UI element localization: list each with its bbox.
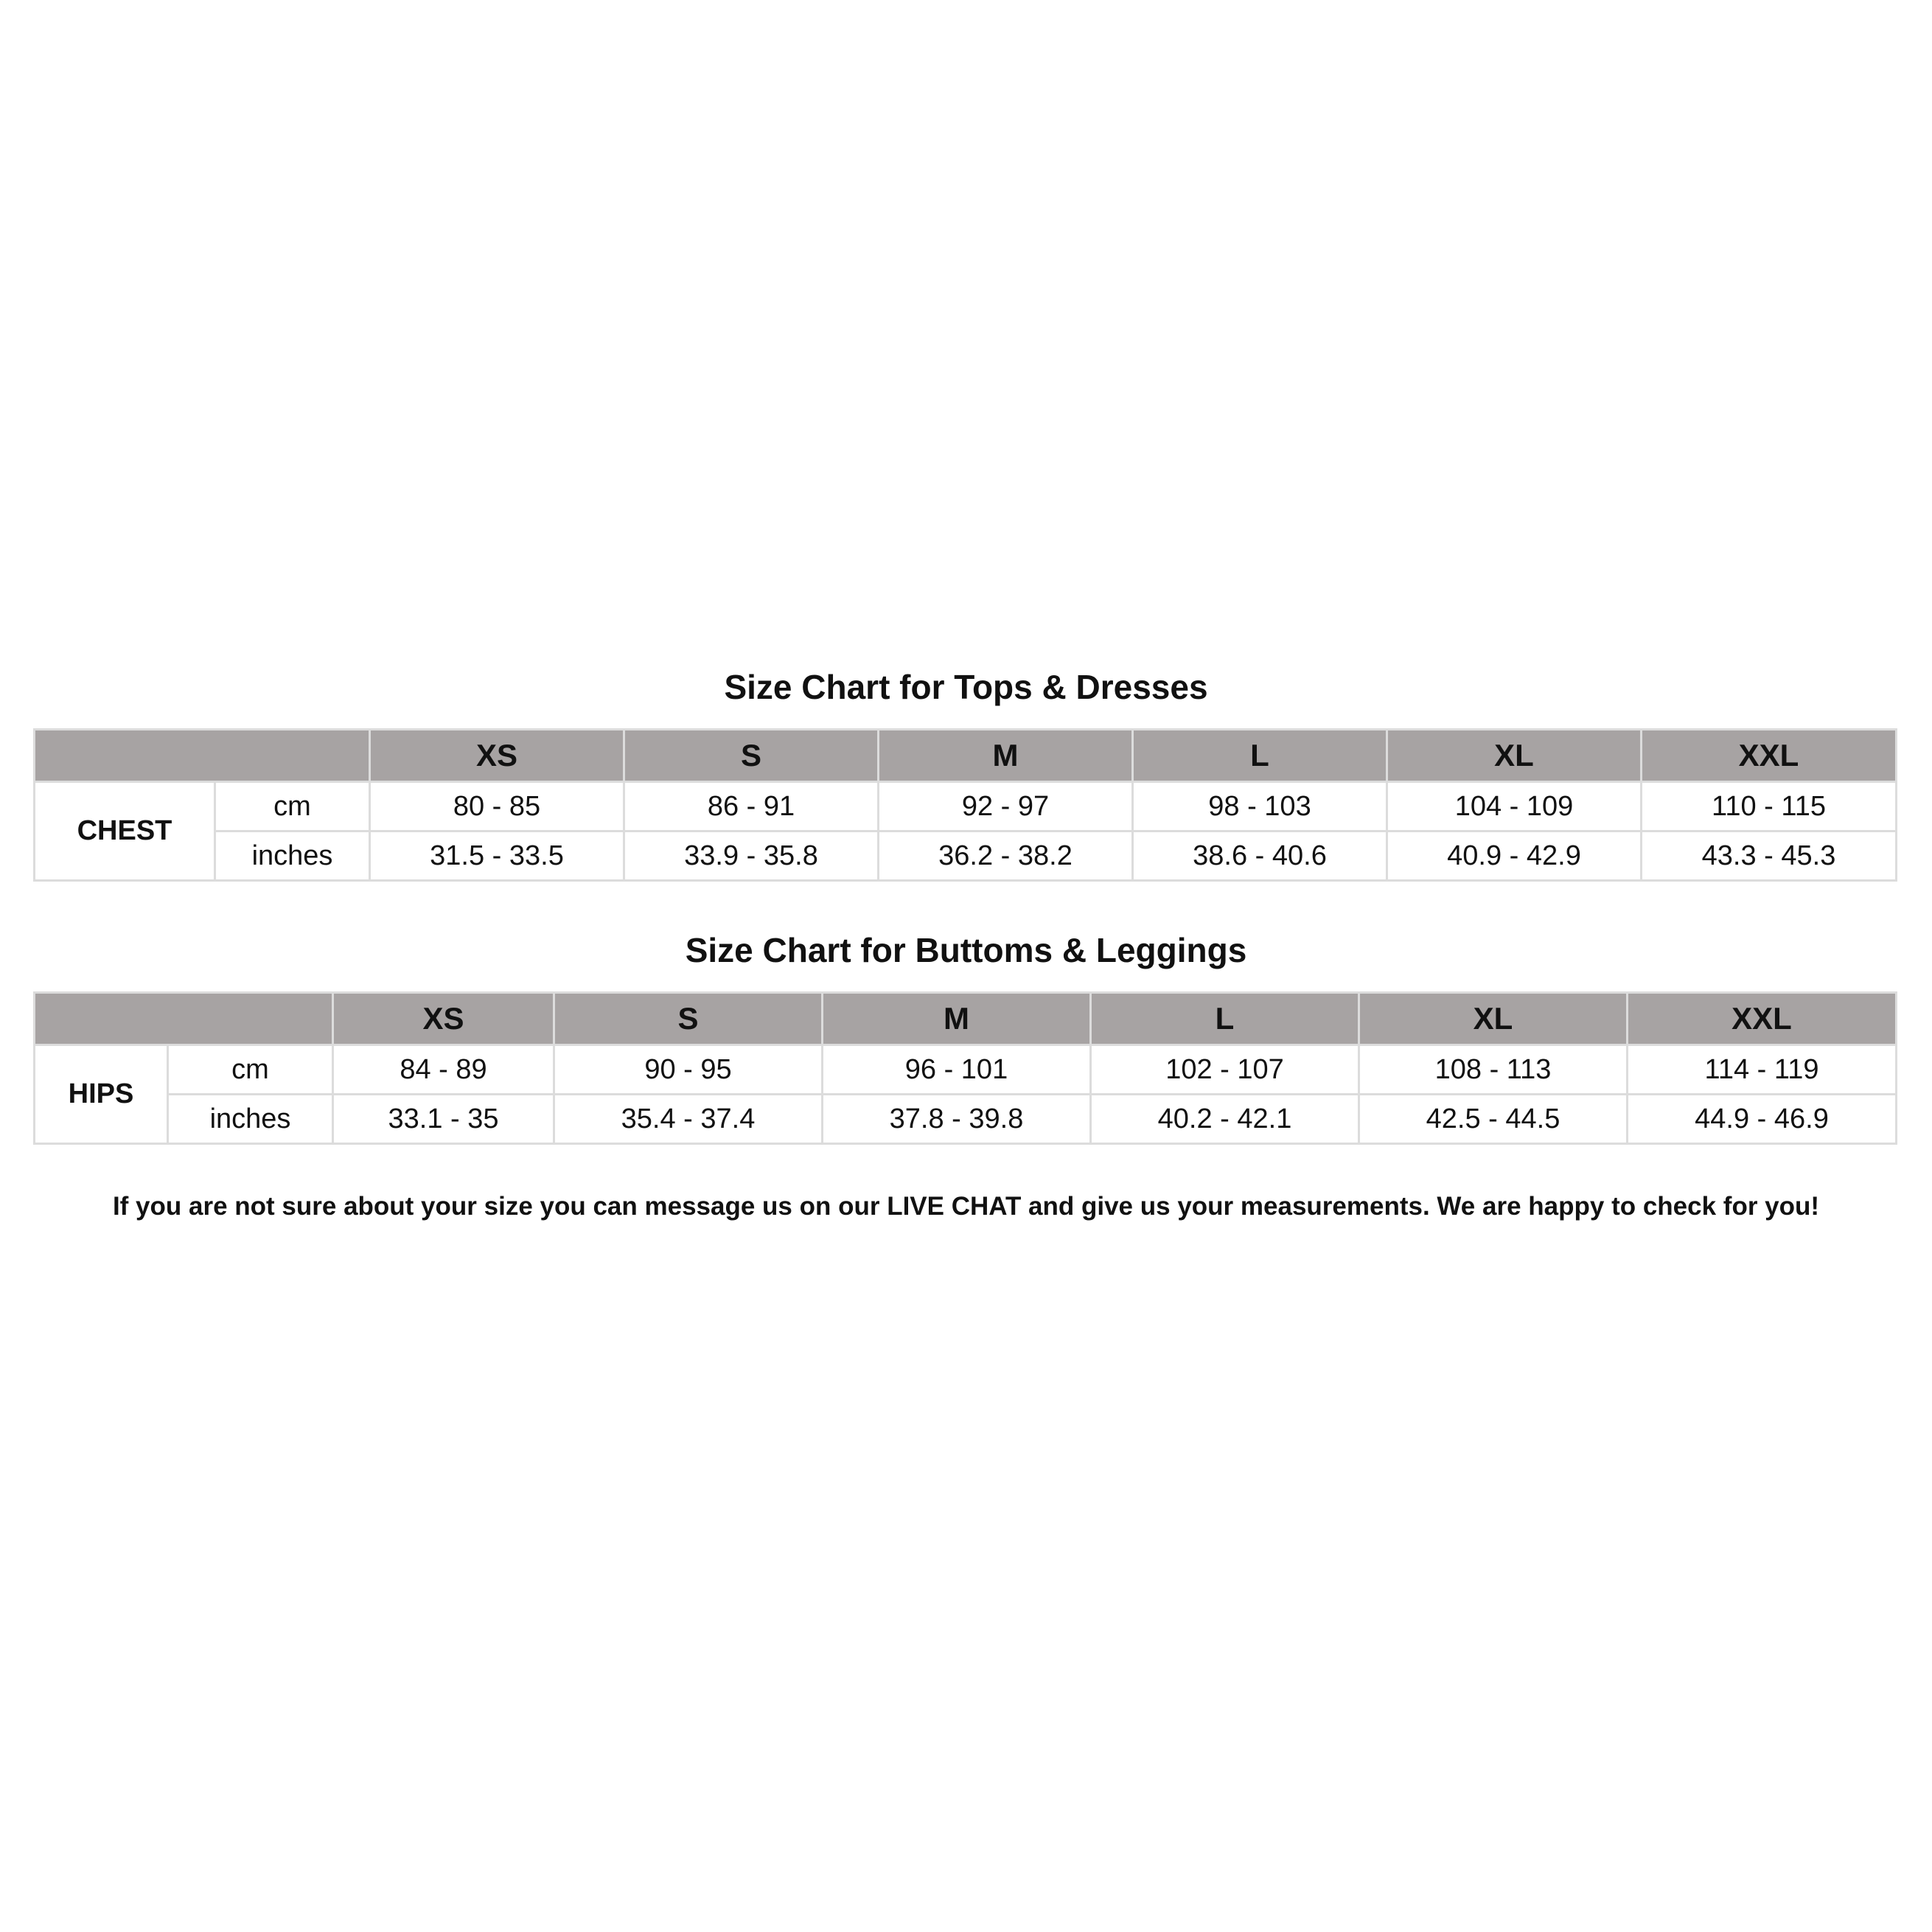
measure-label: HIPS	[35, 1045, 168, 1144]
value-cell: 35.4 - 37.4	[554, 1095, 823, 1144]
value-cell: 36.2 - 38.2	[879, 831, 1133, 881]
measure-label: CHEST	[35, 782, 215, 881]
value-cell: 42.5 - 44.5	[1359, 1095, 1628, 1144]
size-header: XL	[1387, 730, 1642, 782]
value-cell: 33.9 - 35.8	[624, 831, 879, 881]
unit-label: inches	[168, 1095, 333, 1144]
tops-chart-title: Size Chart for Tops & Dresses	[724, 668, 1208, 706]
size-header: M	[879, 730, 1133, 782]
table-row	[35, 1045, 1897, 1095]
value-cell: 102 - 107	[1091, 1045, 1359, 1095]
size-header: S	[624, 730, 879, 782]
value-cell: 90 - 95	[554, 1045, 823, 1095]
size-header: S	[554, 993, 823, 1045]
size-header: L	[1091, 993, 1359, 1045]
bottoms-size-table	[33, 991, 1897, 1145]
value-cell: 33.1 - 35	[333, 1095, 554, 1144]
header-blank-cell	[35, 993, 333, 1045]
size-help-note: If you are not sure about your size you can message us on our LIVE CHAT and give us your measurements. We are happy to check for you!	[112, 1192, 1820, 1221]
size-header: XXL	[1642, 730, 1897, 782]
value-cell: 43.3 - 45.3	[1642, 831, 1897, 881]
value-cell: 96 - 101	[823, 1045, 1091, 1095]
value-cell: 80 - 85	[370, 782, 624, 831]
size-header: M	[823, 993, 1091, 1045]
size-header: L	[1133, 730, 1387, 782]
size-header: XXL	[1628, 993, 1897, 1045]
value-cell: 104 - 109	[1387, 782, 1642, 831]
size-header: XS	[333, 993, 554, 1045]
bottoms-chart-title: Size Chart for Buttoms & Leggings	[685, 931, 1247, 969]
value-cell: 92 - 97	[879, 782, 1133, 831]
table-row	[35, 1095, 1897, 1144]
value-cell: 110 - 115	[1642, 782, 1897, 831]
value-cell: 40.2 - 42.1	[1091, 1095, 1359, 1144]
value-cell: 86 - 91	[624, 782, 879, 831]
table-row	[35, 782, 1897, 831]
value-cell: 40.9 - 42.9	[1387, 831, 1642, 881]
header-row	[35, 730, 1897, 782]
header-row	[35, 993, 1897, 1045]
header-blank-cell	[35, 730, 370, 782]
value-cell: 98 - 103	[1133, 782, 1387, 831]
value-cell: 114 - 119	[1628, 1045, 1897, 1095]
table-row	[35, 831, 1897, 881]
size-header: XL	[1359, 993, 1628, 1045]
unit-label: cm	[215, 782, 370, 831]
unit-label: inches	[215, 831, 370, 881]
size-header: XS	[370, 730, 624, 782]
unit-label: cm	[168, 1045, 333, 1095]
value-cell: 31.5 - 33.5	[370, 831, 624, 881]
value-cell: 108 - 113	[1359, 1045, 1628, 1095]
value-cell: 84 - 89	[333, 1045, 554, 1095]
tops-size-table	[33, 728, 1897, 882]
value-cell: 44.9 - 46.9	[1628, 1095, 1897, 1144]
value-cell: 37.8 - 39.8	[823, 1095, 1091, 1144]
value-cell: 38.6 - 40.6	[1133, 831, 1387, 881]
